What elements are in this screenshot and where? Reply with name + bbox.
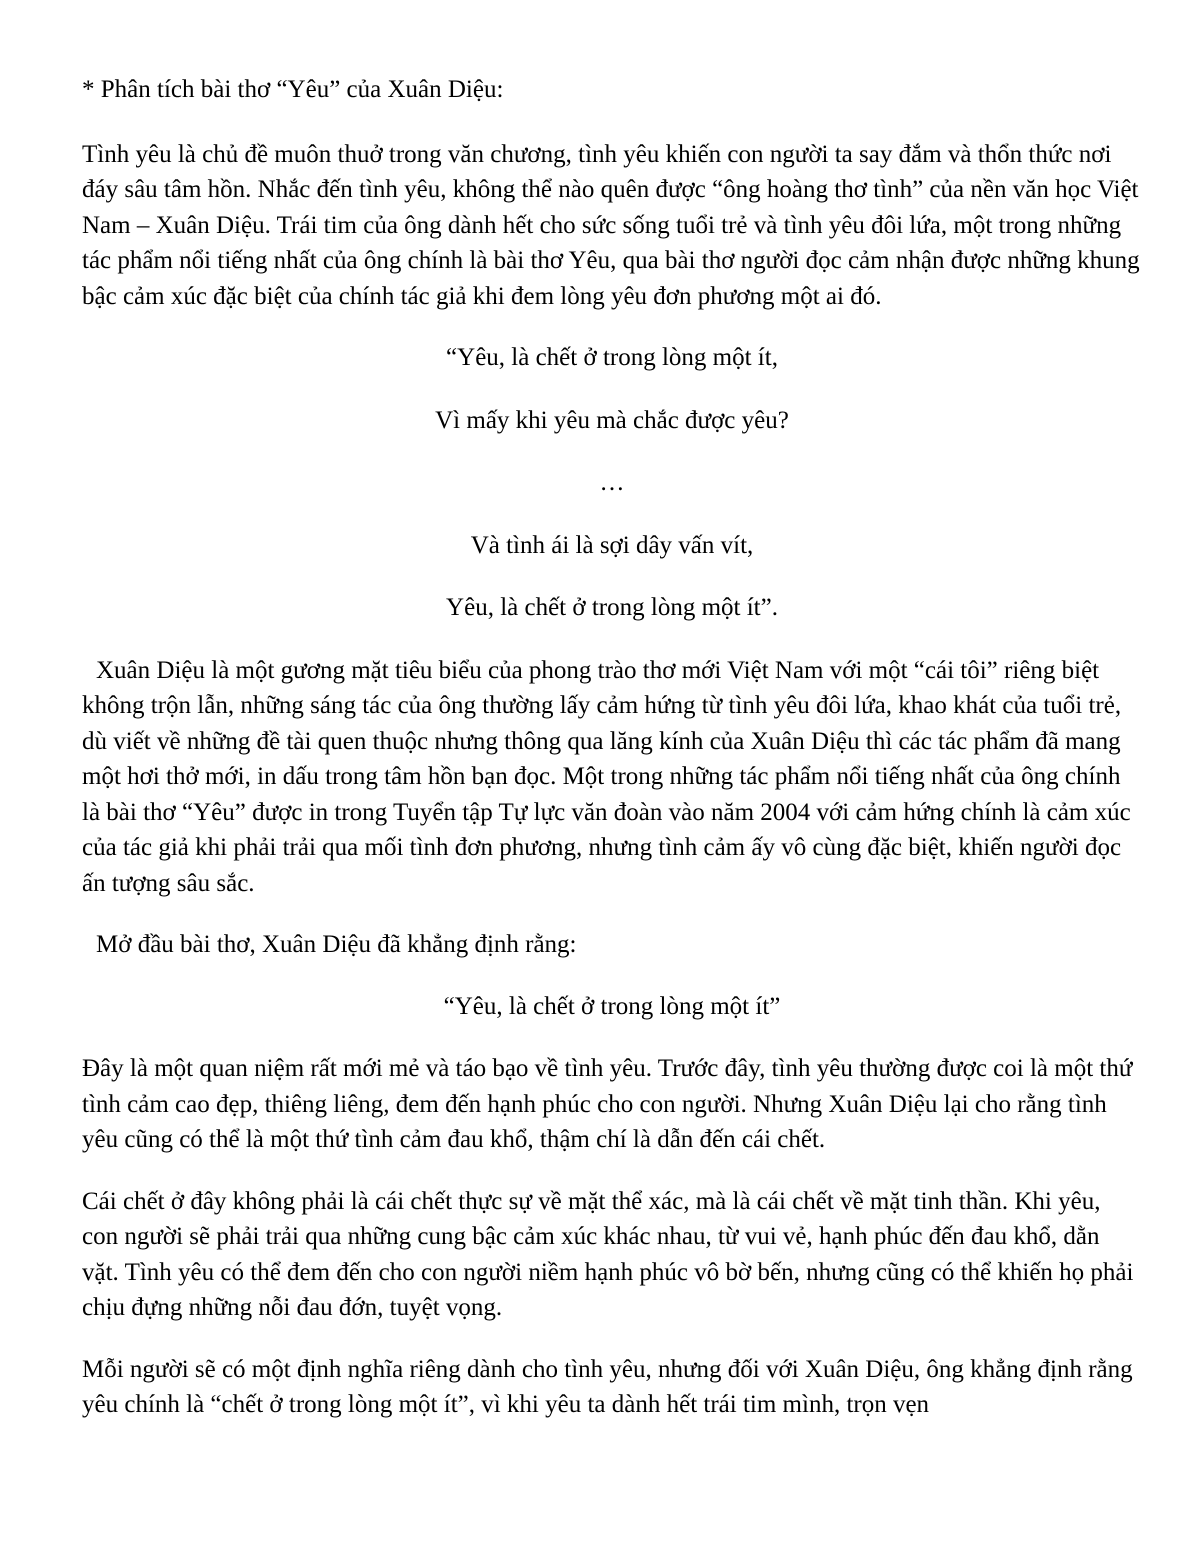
- death-paragraph: Cái chết ở đây không phải là cái chết thực sự về mặt thể xác, mà là cái chết về mặt tinh thần. Khi yêu, con người sẽ phải trải qua những cung bậc cảm xúc khác nhau, từ vui vẻ, hạnh phúc đến đau khổ, dằn vặt. Tình yêu có thể đem đến cho con người niềm hạnh phúc vô bờ bến, nhưng cũng có thể khiến họ phải chịu đựng những nỗi đau đớn, tuyệt vọng.: [82, 1187, 1134, 1321]
- verse-line-3: Và tình ái là sợi dây vấn vít,: [470, 531, 754, 559]
- document-body: [82, 72, 1142, 1423]
- verse-line-4: Yêu, là chết ở trong lòng một ít”.: [446, 594, 778, 621]
- verse-ellipsis: …: [599, 469, 625, 496]
- verse-line-2: Vì mấy khi yêu mà chắc được yêu?: [435, 406, 789, 434]
- context-paragraph: Xuân Diệu là một gương mặt tiêu biểu của phong trào thơ mới Việt Nam với một “cái tôi” riêng biệt không trộn lẫn, những sáng tác của ông thường lấy cảm hứng từ tình yêu đôi lứa, khao khát của tuổi trẻ, dù viết về những đề tài quen thuộc nhưng thông qua lăng kính của Xuân Diệu thì các tác phẩm đã mang một hơi thở mới, in dấu trong tâm hồn bạn đọc. Một trong những tác phẩm nổi tiếng nhất của ông chính là bài thơ “Yêu” được in trong Tuyển tập Tự lực văn đoàn vào năm 2004 với cảm hứng chính là cảm xúc của tác giả khi phải trải qua mối tình đơn phương, nhưng tình cảm ấy vô cùng đặc biệt, khiến người đọc ấn tượng sâu sắc.: [82, 656, 1131, 897]
- section-heading: * Phân tích bài thơ “Yêu” của Xuân Diệu:: [82, 76, 504, 103]
- definition-paragraph: Mỗi người sẽ có một định nghĩa riêng dành cho tình yêu, nhưng đối với Xuân Diệu, ông khẳng định rằng yêu chính là “chết ở trong lòng một ít”, vì khi yêu ta dành hết trái tim mình, trọn vẹn: [82, 1355, 1133, 1418]
- opening-paragraph: Mở đầu bài thơ, Xuân Diệu đã khẳng định rằng:: [96, 931, 577, 958]
- intro-paragraph: Tình yêu là chủ đề muôn thuở trong văn chương, tình yêu khiến con người ta say đắm và thổn thức nơi đáy sâu tâm hồn. Nhắc đến tình yêu, không thể nào quên được “ông hoàng thơ tình” của nền văn học Việt Nam – Xuân Diệu. Trái tim của ông dành hết cho sức sống tuổi trẻ và tình yêu đôi lứa, một trong những tác phẩm nổi tiếng nhất của ông chính là bài thơ Yêu, qua bài thơ người đọc cảm nhận được những khung bậc cảm xúc đặc biệt của chính tác giả khi đem lòng yêu đơn phương một ai đó.: [82, 140, 1140, 310]
- verse-line-1: “Yêu, là chết ở trong lòng một ít,: [446, 344, 778, 371]
- concept-paragraph: Đây là một quan niệm rất mới mẻ và táo bạo về tình yêu. Trước đây, tình yêu thường được coi là một thứ tình cảm cao đẹp, thiêng liêng, đem đến hạnh phúc cho con người. Nhưng Xuân Diệu lại cho rằng tình yêu cũng có thể là một thứ tình cảm đau khổ, thậm chí là dẫn đến cái chết.: [82, 1055, 1133, 1153]
- quoted-verse-line: “Yêu, là chết ở trong lòng một ít”: [443, 992, 781, 1020]
